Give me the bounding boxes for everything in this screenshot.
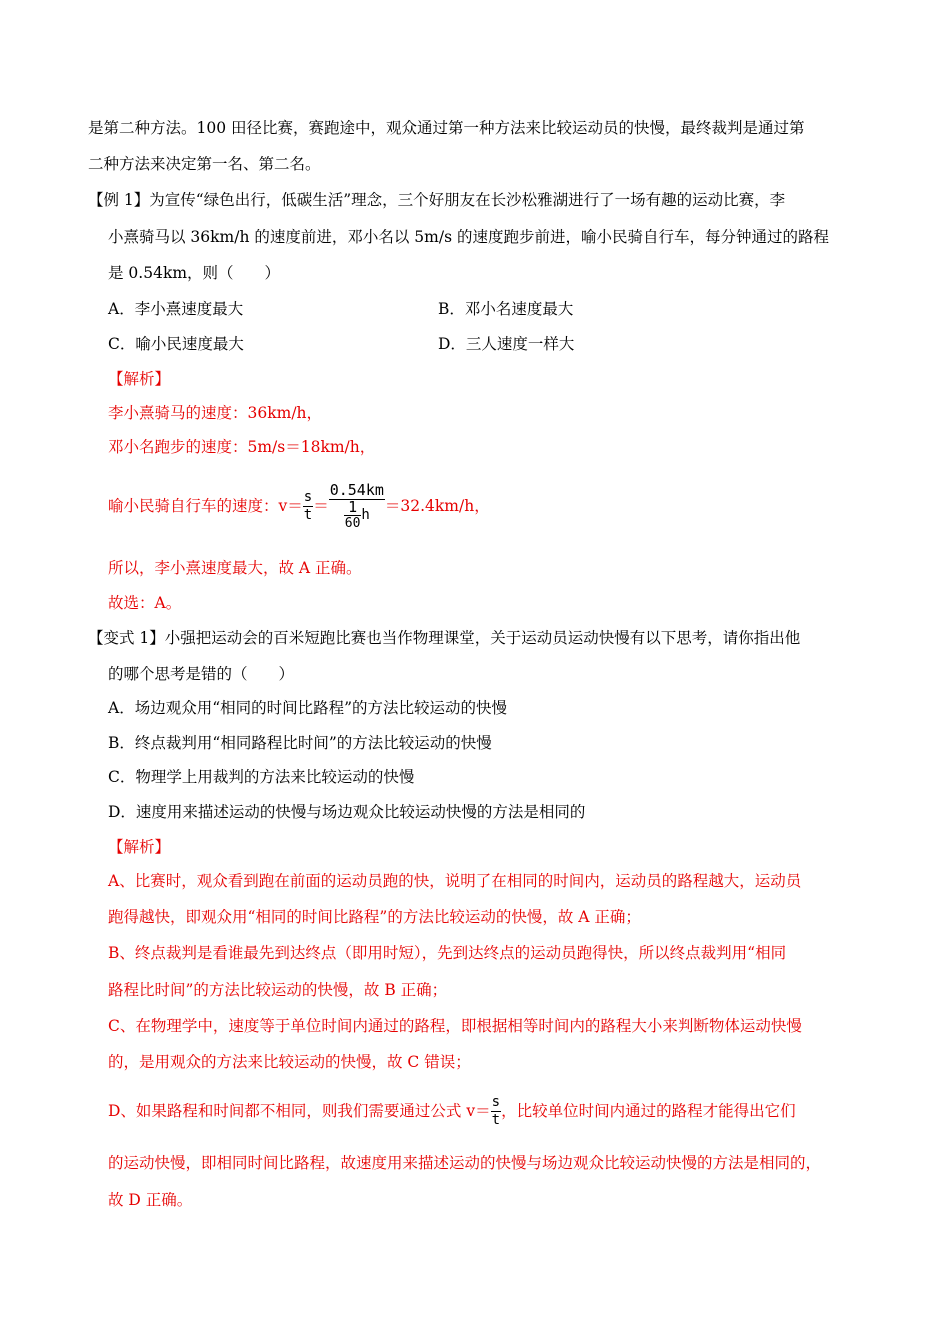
variant-1-option-d: D．速度用来描述运动的快慢与场边观众比较运动快慢的方法是相同的 — [108, 803, 586, 821]
analysis-d-prefix: D、如果路程和时间都不相同，则我们需要通过公式 v＝ — [108, 1102, 491, 1120]
fraction-denominator: t — [303, 506, 313, 523]
variant-1-analysis-d-line-2: 的运动快慢，即相同时间比路程，故速度用来描述运动的快慢与场边观众比较运动快慢的方法是相同的， — [108, 1154, 822, 1172]
fraction-numerator: 1 — [348, 497, 358, 516]
variant-1-stem-line-2: 的哪个思考是错的（ ） — [108, 665, 295, 683]
fraction-numerator: 0.54km — [329, 480, 384, 499]
variant-1-analysis-d-line-3: 故 D 正确。 — [108, 1191, 193, 1209]
variant-1-analysis-b-line-2: 路程比时间”的方法比较运动的快慢，故 B 正确； — [108, 981, 448, 999]
example-1-option-c: C．喻小民速度最大 — [108, 335, 244, 353]
s-over-t-fraction — [303, 489, 313, 524]
example-1-option-b: B．邓小名速度最大 — [438, 300, 574, 318]
variant-1-analysis-b-line-1: B、终点裁判是看谁最先到达终点（即用时短），先到达终点的运动员跑得快，所以终点裁判用“相同 — [108, 944, 787, 962]
example-1-tag: 【例 1】 — [88, 191, 150, 209]
analysis-d-suffix: ，比较单位时间内通过的路程才能得出它们 — [501, 1102, 796, 1120]
fraction-denominator: t — [491, 1111, 501, 1128]
variant-1-analysis-a-line-1: A、比赛时，观众看到跑在前面的运动员跑的快，说明了在相同的时间内，运动员的路程越大，运动员 — [108, 872, 802, 890]
example-1-answer: 故选：A。 — [108, 594, 182, 612]
variant-1-analysis-c-line-1: C、在物理学中，速度等于单位时间内通过的路程，即根据相等时间内的路程大小来判断物体运动快慢 — [108, 1017, 802, 1035]
variant-1-option-c: C．物理学上用裁判的方法来比较运动的快慢 — [108, 768, 415, 786]
example-1-solution-line-2: 邓小名跑步的速度：5m/s＝18km/h， — [108, 438, 376, 456]
variant-1-option-a: A．场边观众用“相同的时间比路程”的方法比较运动的快慢 — [108, 699, 508, 717]
variant-1-analysis-a-line-2: 跑得越快，即观众用“相同的时间比路程”的方法比较运动的快慢，故 A 正确； — [108, 908, 641, 926]
example-1-stem-line-2: 小熹骑马以 36km/h 的速度前进，邓小名以 5m/s 的速度跑步前进，喻小民骑自行车，每分钟通过的路程 — [108, 228, 829, 246]
s-over-t-fraction — [491, 1094, 501, 1129]
equals-sign: ＝ — [313, 497, 329, 515]
solution-3-suffix: ＝32.4km/h， — [384, 497, 490, 515]
example-1-stem-text: 为宣传“绿色出行，低碳生活”理念，三个好朋友在长沙松雅湖进行了一场有趣的运动比赛，李 — [149, 191, 786, 209]
fraction-denominator — [329, 499, 385, 531]
example-1-solution-line-1: 李小熹骑马的速度：36km/h， — [108, 404, 323, 422]
variant-1-option-b: B．终点裁判用“相同路程比时间”的方法比较运动的快慢 — [108, 734, 492, 752]
variant-1-stem-line-1 — [88, 627, 800, 649]
fraction-numerator: s — [303, 488, 313, 505]
variant-1-tag: 【变式 1】 — [88, 629, 165, 647]
one-over-sixty-fraction — [344, 497, 362, 531]
example-1-stem-line-1 — [88, 189, 785, 211]
example-1-solution-line-3 — [108, 474, 490, 538]
distance-over-time-fraction — [329, 482, 385, 531]
variant-1-analysis-c-line-2: 的，是用观众的方法来比较运动的快慢，故 C 错误； — [108, 1053, 471, 1071]
fraction-denominator: 60 — [344, 515, 361, 531]
example-1-stem-line-3: 是 0.54km，则（ ） — [108, 264, 281, 282]
variant-1-analysis-tag: 【解析】 — [108, 838, 171, 856]
example-1-option-a: A．李小熹速度最大 — [108, 300, 244, 318]
example-1-solution-line-4: 所以，李小熹速度最大，故 A 正确。 — [108, 559, 362, 577]
intro-line-2: 二种方法来决定第一名、第二名。 — [88, 155, 321, 173]
variant-1-stem-text: 小强把运动会的百米短跑比赛也当作物理课堂，关于运动员运动快慢有以下思考，请你指出他 — [164, 629, 801, 647]
hour-unit: h — [361, 506, 370, 523]
solution-3-prefix: 喻小民骑自行车的速度：v＝ — [108, 497, 303, 515]
intro-line-1: 是第二种方法。100 田径比赛，赛跑途中，观众通过第一种方法来比较运动员的快慢，最终裁判是通过第 — [88, 119, 805, 137]
example-1-analysis-tag: 【解析】 — [108, 370, 171, 388]
variant-1-analysis-d-line-1 — [108, 1088, 796, 1134]
fraction-numerator: s — [491, 1093, 501, 1110]
example-1-option-d: D．三人速度一样大 — [438, 335, 575, 353]
